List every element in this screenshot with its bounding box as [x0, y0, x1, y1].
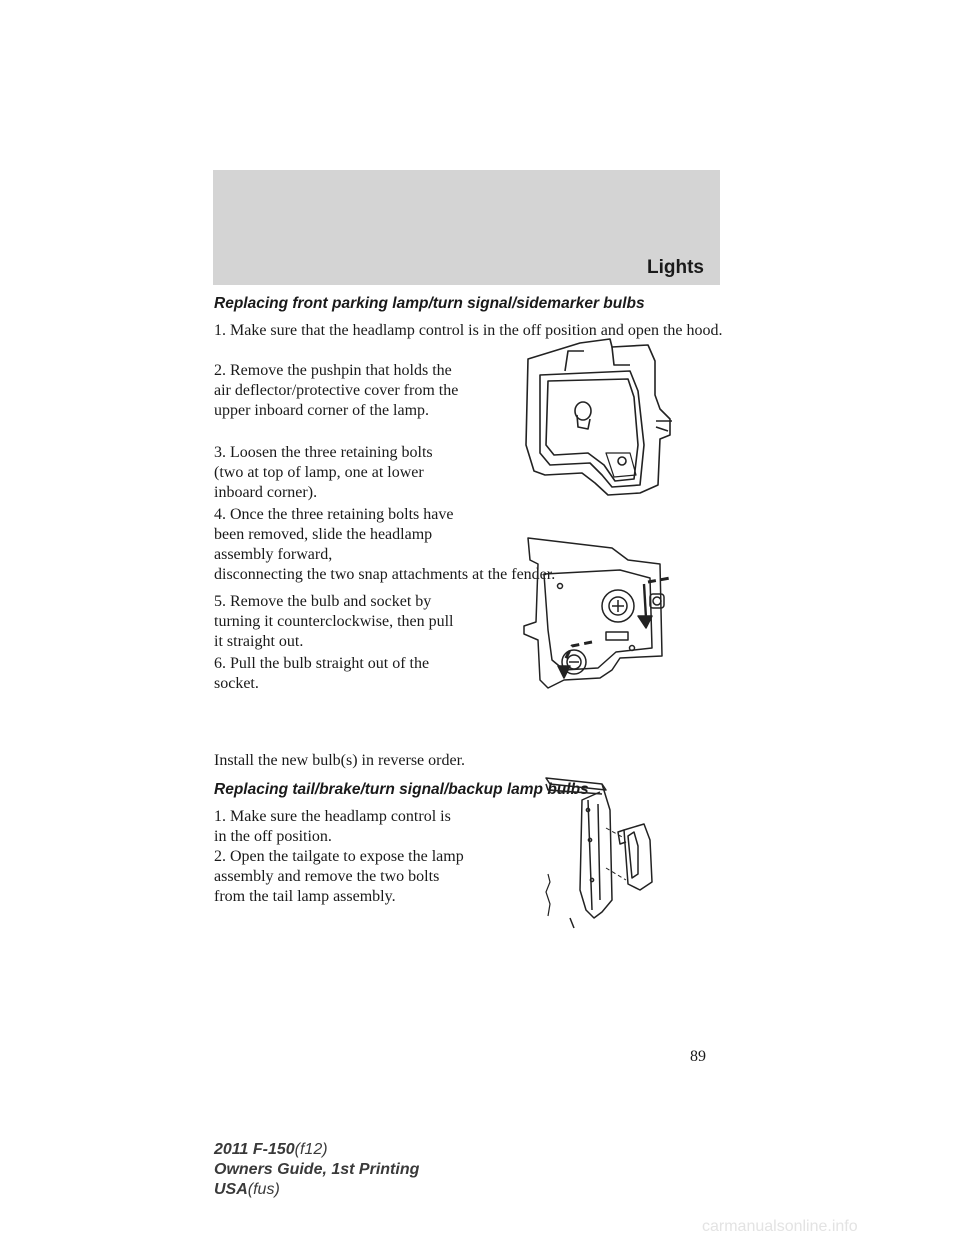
step-1: 1. Make sure that the headlamp control is in the off position and open the hood.	[214, 322, 723, 339]
step-4: 4. Once the three retaining bolts have been removed, slide the headlamp assembly forward,	[214, 506, 454, 563]
footer-market: USA	[214, 1181, 248, 1198]
footer-line-printing	[214, 1160, 419, 1180]
footer-printing: Owners Guide, 1st Printing	[214, 1161, 420, 1178]
bulb-socket-illustration	[520, 530, 682, 695]
footer-model-year: 2011 F-150	[214, 1141, 295, 1158]
closing-instruction: Install the new bulb(s) in reverse order.	[214, 752, 466, 769]
section-heading-tail-bulbs: Replacing tail/brake/turn signal/backup lamp bulbs	[214, 781, 589, 798]
step-5: 5. Remove the bulb and socket by turning it counterclockwise, then pull it straight out.	[214, 593, 454, 650]
section-title: Lights	[647, 257, 704, 278]
headlamp-assembly-illustration	[520, 335, 690, 500]
tail-step-2: 2. Open the tailgate to expose the lamp assembly and remove the two bolts from the tail lamp assembly.	[214, 848, 464, 905]
step-2: 2. Remove the pushpin that holds the air deflector/protective cover from the upper inboard corner of the lamp.	[214, 362, 459, 419]
tail-step-1: 1. Make sure the headlamp control is in the off position.	[214, 808, 451, 845]
footer-market-code: (fus)	[247, 1181, 280, 1198]
section-heading-front-bulbs: Replacing front parking lamp/turn signal/sidemarker bulbs	[214, 295, 645, 312]
footer-model-code: (f12)	[294, 1141, 328, 1158]
footer-line-model	[214, 1140, 328, 1160]
step-4-continued: disconnecting the two snap attachments at the fender.	[214, 566, 556, 583]
step-3: 3. Loosen the three retaining bolts (two at top of lamp, one at lower inboard corner).	[214, 444, 433, 501]
watermark-text: carmanualsonline.info	[702, 1218, 858, 1235]
step-6: 6. Pull the bulb straight out of the socket.	[214, 655, 430, 692]
section-header-band	[213, 170, 720, 285]
page-number: 89	[690, 1048, 706, 1065]
footer-line-market	[214, 1180, 280, 1200]
tail-lamp-illustration	[540, 770, 680, 935]
